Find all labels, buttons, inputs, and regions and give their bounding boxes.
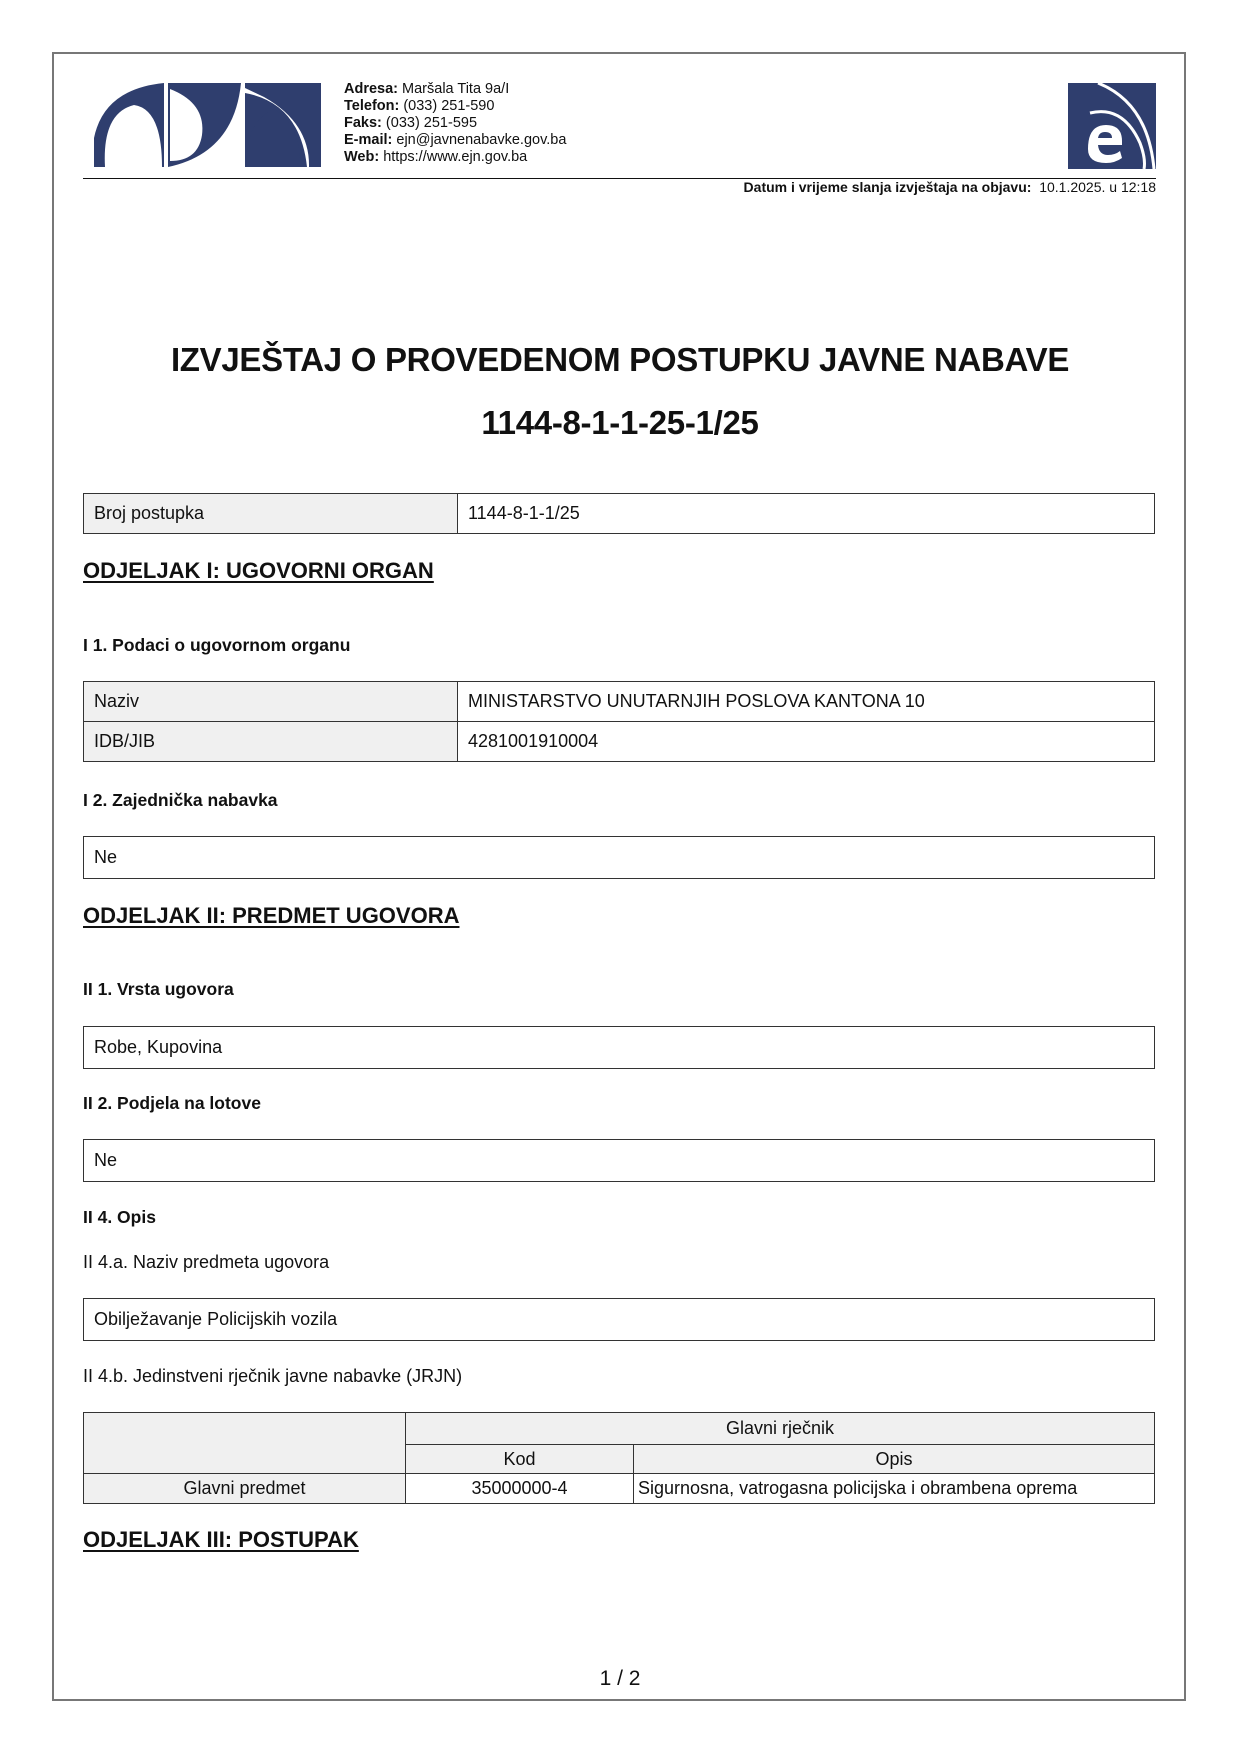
section-2-heading: ODJELJAK II: PREDMET UGOVORA (83, 903, 460, 928)
table-row (84, 494, 1155, 534)
cpv-code: 35000000-4 (406, 1474, 634, 1504)
contracting-authority-table (83, 681, 1155, 762)
joint-procurement-value: Ne (83, 836, 1155, 879)
datetime-value: 10.1.2025. u 12:18 (1039, 179, 1156, 195)
section-3-heading: ODJELJAK III: POSTUPAK (83, 1527, 359, 1552)
datetime-label: Datum i vrijeme slanja izvještaja na objavu: (743, 179, 1032, 195)
jrjn-table (83, 1412, 1155, 1504)
contract-type-value: Robe, Kupovina (83, 1026, 1155, 1069)
i1-heading: I 1. Podaci o ugovornom organu (83, 635, 351, 655)
document-title: IZVJEŠTAJ O PROVEDENOM POSTUPKU JAVNE NABAVE (170, 341, 1070, 378)
main-subject-label: Glavni predmet (84, 1474, 406, 1504)
table-row (84, 722, 1155, 762)
naziv-label: Naziv (84, 682, 458, 722)
document-number: 1144-8-1-1-25-1/25 (481, 404, 759, 441)
i2-heading: I 2. Zajednička nabavka (83, 790, 278, 810)
idb-value: 4281001910004 (458, 722, 1155, 762)
procedure-value: 1144-8-1-1/25 (458, 494, 1155, 534)
procedure-table (83, 493, 1155, 534)
description-column-header: Opis (634, 1445, 1155, 1474)
table-header-row (84, 1413, 1155, 1445)
table-row (84, 682, 1155, 722)
contact-web: Web: https://www.ejn.gov.ba (344, 149, 528, 165)
ejn-e-logo-icon (1068, 83, 1156, 169)
page-number: 1 / 2 (599, 1667, 641, 1690)
ii4-heading: II 4. Opis (83, 1207, 156, 1227)
publish-datetime (744, 178, 1156, 196)
code-column-header: Kod (406, 1445, 634, 1474)
ii1-heading: II 1. Vrsta ugovora (83, 979, 234, 999)
contact-fax: Faks: (033) 251-595 (344, 115, 478, 131)
main-dictionary-header: Glavni rječnik (406, 1413, 1155, 1445)
table-row (84, 1474, 1155, 1504)
cpv-description: Sigurnosna, vatrogasna policijska i obrambena oprema (634, 1474, 1155, 1504)
ajn-logo-icon (94, 83, 322, 167)
web-link[interactable]: https://www.ejn.gov.ba (383, 149, 528, 165)
naziv-value: MINISTARSTVO UNUTARNJIH POSLOVA KANTONA 10 (458, 682, 1155, 722)
contract-subject-value: Obilježavanje Policijskih vozila (83, 1298, 1155, 1341)
lots-value: Ne (83, 1139, 1155, 1182)
contact-address: Adresa: Maršala Tita 9a/I (344, 81, 510, 97)
empty-header-cell (84, 1413, 406, 1474)
procedure-label: Broj postupka (84, 494, 458, 534)
ii4a-label: II 4.a. Naziv predmeta ugovora (83, 1252, 330, 1272)
contact-email: E-mail: ejn@javnenabavke.gov.ba (344, 132, 567, 148)
ii2-heading: II 2. Podjela na lotove (83, 1093, 261, 1113)
section-1-heading: ODJELJAK I: UGOVORNI ORGAN (83, 558, 434, 583)
contact-phone: Telefon: (033) 251-590 (344, 98, 495, 114)
idb-label: IDB/JIB (84, 722, 458, 762)
ii4b-label: II 4.b. Jedinstveni rječnik javne nabavke (JRJN) (83, 1366, 463, 1386)
email-link[interactable]: ejn@javnenabavke.gov.ba (396, 132, 567, 148)
contact-info (344, 81, 566, 166)
